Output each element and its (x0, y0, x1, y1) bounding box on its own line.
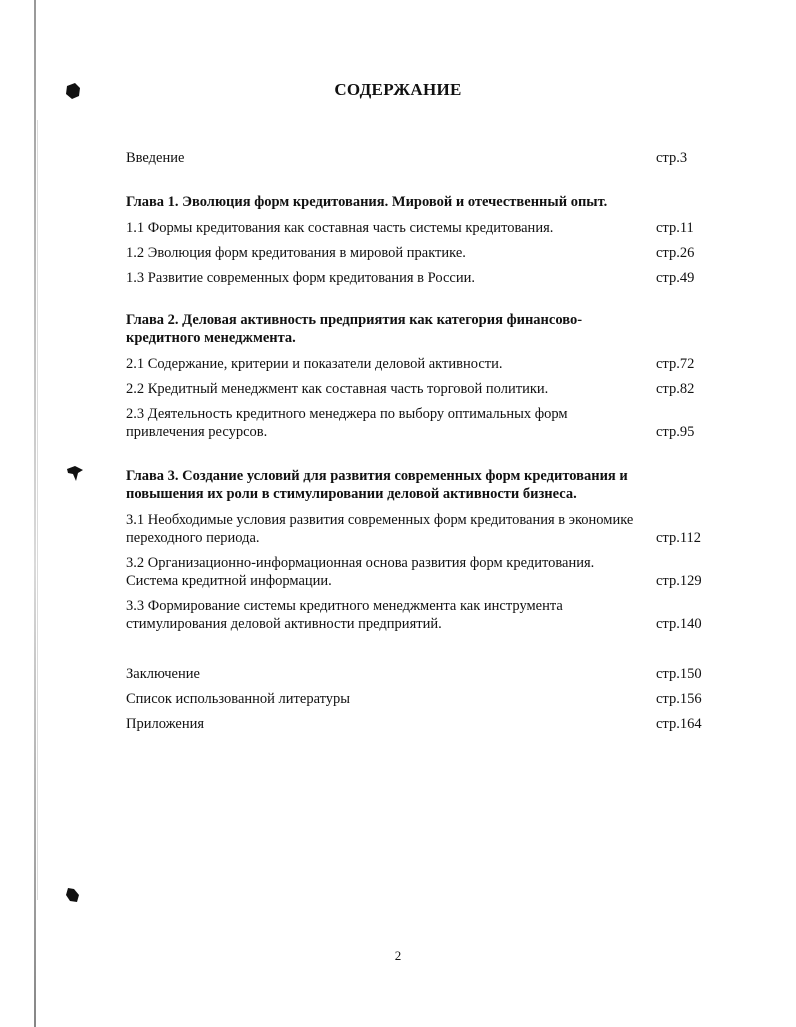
toc-entry-conclusion (126, 665, 711, 683)
toc-entry-page: стр.112 (656, 530, 702, 546)
toc-entry-label: Заключение (126, 666, 200, 682)
toc-entry-page: стр.150 (656, 666, 702, 682)
toc-entry-2-3 (126, 405, 711, 441)
toc-entry-label: 2.2 Кредитный менеджмент как составная часть торговой политики. (126, 381, 549, 397)
toc-entry-3-2 (126, 554, 711, 590)
toc-entry-label: 1.1 Формы кредитования как составная часть системы кредитования. (126, 220, 554, 236)
toc-entry-label: 1.3 Развитие современных форм кредитования в России. (126, 270, 475, 286)
chapter-2-title: Глава 2. Деловая активность предприятия как категория финансово-кредитного менеджмента. (126, 312, 583, 346)
chapter-3-title: Глава 3. Создание условий для развития современных форм кредитования и повышения их роли в стимулировании деловой активности бизнеса. (126, 468, 628, 502)
toc-entry-intro (126, 149, 711, 167)
toc-entry-3-3 (126, 597, 711, 633)
toc-entry-1-2 (126, 244, 711, 262)
toc-entry-label: Список использованной литературы (126, 691, 351, 707)
toc-entry-2-2 (126, 380, 711, 398)
toc-entry-label: 3.1 Необходимые условия развития современных форм кредитования в экономике переходного периода. (126, 512, 634, 546)
toc-entry-page: стр.95 (656, 424, 695, 440)
table-of-contents (126, 147, 711, 733)
chapter-1-title: Глава 1. Эволюция форм кредитования. Мировой и отечественный опыт. (126, 194, 608, 210)
toc-entry-page: стр.49 (656, 270, 695, 286)
toc-entry-label: 2.3 Деятельность кредитного менеджера по выбору оптимальных форм привлечения ресурсов. (126, 406, 568, 440)
toc-entry-page: стр.3 (656, 150, 688, 166)
toc-entry-page: стр.11 (656, 220, 694, 236)
toc-entry-page: стр.26 (656, 245, 695, 261)
toc-entry-bibliography (126, 690, 711, 708)
toc-entry-page: стр.164 (656, 716, 702, 732)
toc-entry-page: стр.129 (656, 573, 702, 589)
toc-entry-label: 3.2 Организационно-информационная основа развития форм кредитования. Система кредитной информации. (126, 555, 595, 589)
scan-edge-line (34, 0, 36, 1027)
toc-entry-label: Введение (126, 150, 185, 166)
toc-entry-1-3 (126, 269, 711, 287)
toc-entry-label: 1.2 Эволюция форм кредитования в мировой практике. (126, 245, 466, 261)
toc-entry-appendices (126, 715, 711, 733)
punch-hole-mark-bottom (64, 886, 82, 904)
toc-entry-label: Приложения (126, 716, 205, 732)
toc-entry-label: 3.3 Формирование системы кредитного менеджмента как инструмента стимулирования деловой активности предприятий. (126, 598, 563, 632)
punch-hole-mark-middle (66, 464, 84, 482)
scan-edge-line-inner (37, 120, 38, 900)
toc-entry-page: стр.72 (656, 356, 695, 372)
page-number: 2 (394, 948, 402, 963)
toc-entry-3-1 (126, 511, 711, 547)
toc-entry-1-1 (126, 219, 711, 237)
toc-entry-2-1 (126, 355, 711, 373)
toc-entry-page: стр.82 (656, 381, 695, 397)
toc-entry-label: 2.1 Содержание, критерии и показатели деловой активности. (126, 356, 503, 372)
toc-entry-page: стр.156 (656, 691, 702, 707)
toc-entry-page: стр.140 (656, 616, 702, 632)
page-title: СОДЕРЖАНИЕ (334, 80, 462, 99)
